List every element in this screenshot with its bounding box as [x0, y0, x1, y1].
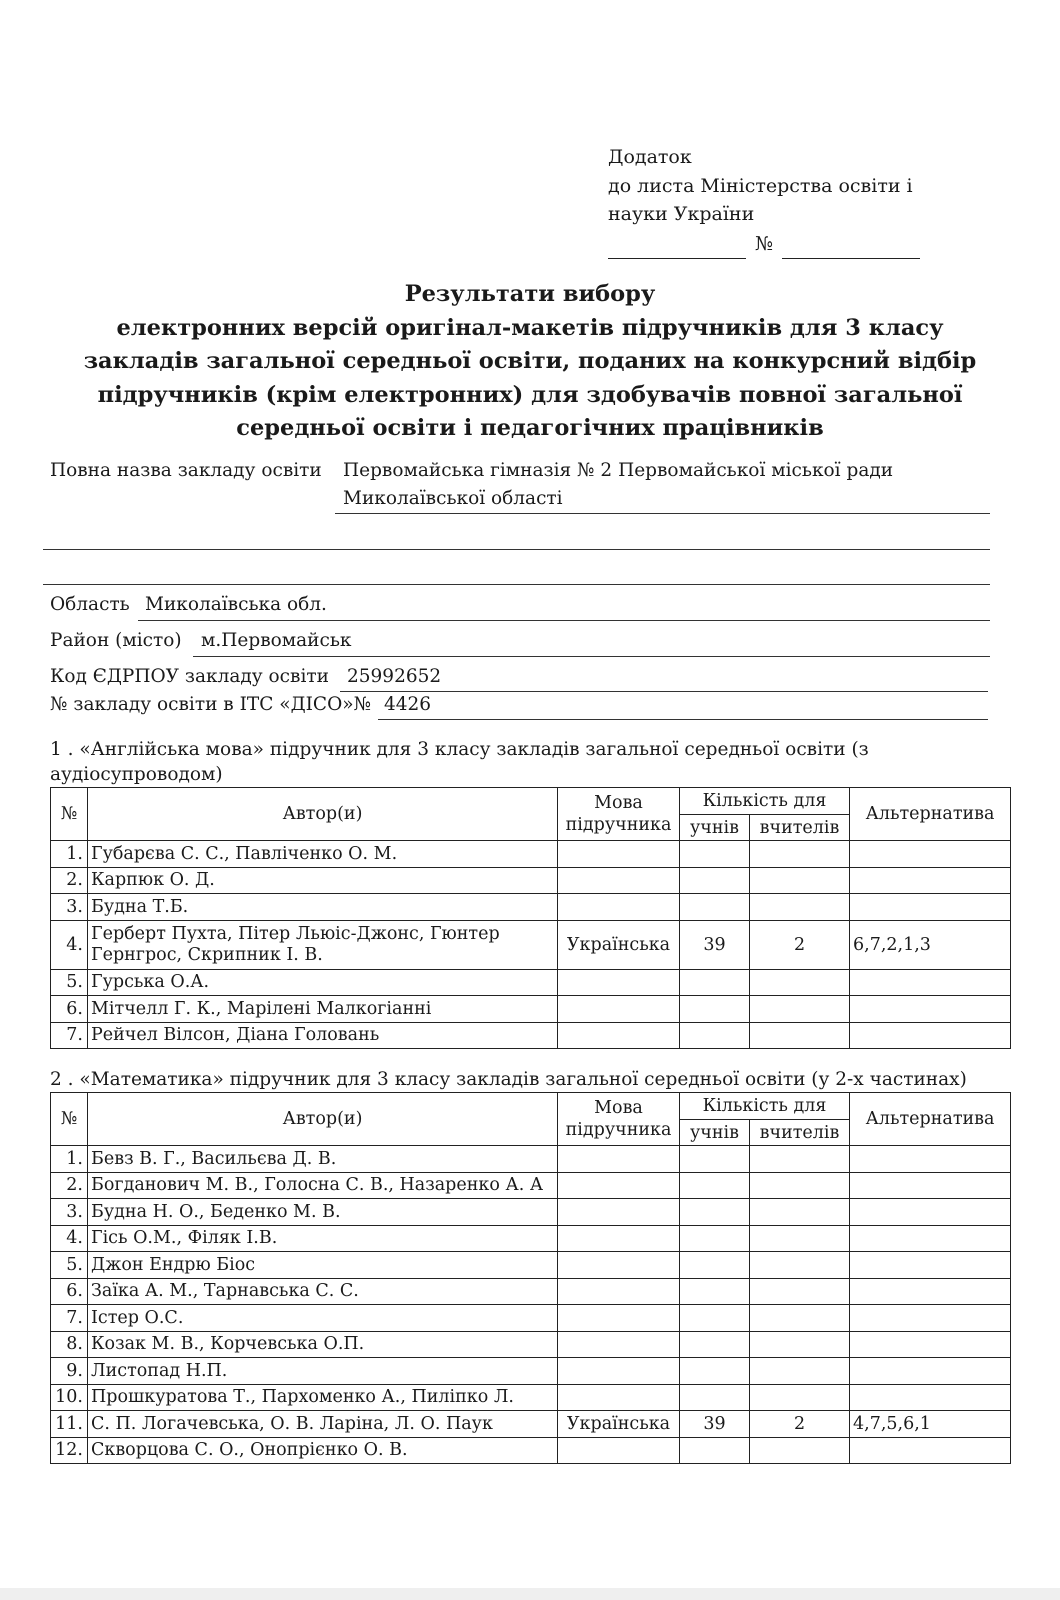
header-language [558, 788, 680, 841]
row-language [558, 1146, 680, 1173]
row-alternative [850, 1384, 1011, 1411]
row-number: 12. [51, 1437, 88, 1464]
row-language [558, 841, 680, 868]
edrpou-label: Код ЄДРПОУ закладу освіти [50, 666, 329, 687]
row-authors: Бевз В. Г., Васильєва Д. В. [88, 1146, 558, 1173]
header-alternative: Альтернатива [850, 788, 1011, 841]
row-teachers-count [750, 894, 850, 921]
row-students-count: 39 [680, 920, 750, 969]
row-language [558, 1331, 680, 1358]
row-number: 11. [51, 1411, 88, 1438]
row-teachers-count [750, 1225, 850, 1252]
row-authors: Козак М. В., Корчевська О.П. [88, 1331, 558, 1358]
section-1-table-body [51, 841, 1011, 1049]
row-number: 3. [51, 894, 88, 921]
section-1-title-line-2: аудіосупроводом) [50, 764, 223, 785]
row-alternative [850, 1278, 1011, 1305]
row-authors: Листопад Н.П. [88, 1358, 558, 1385]
row-teachers-count [750, 996, 850, 1023]
district-value: м.Первомайськ [201, 630, 352, 651]
section-2-table-body [51, 1146, 1011, 1464]
row-number: 1. [51, 1146, 88, 1173]
row-authors: Заїка А. М., Тарнавська С. С. [88, 1278, 558, 1305]
section-1-title [50, 737, 1010, 787]
row-teachers-count [750, 1305, 850, 1332]
section-2-title [50, 1067, 1010, 1092]
row-language [558, 1199, 680, 1226]
table-row [51, 1252, 1011, 1279]
header-authors: Автор(и) [88, 1093, 558, 1146]
header-language-line-1: Мова [594, 793, 643, 813]
row-language [558, 1437, 680, 1464]
header-language [558, 1093, 680, 1146]
row-teachers-count [750, 1172, 850, 1199]
full-name-value-line-1: Первомайська гімназія № 2 Первомайської міської ради [343, 460, 894, 481]
table-row [51, 1384, 1011, 1411]
table-row [51, 996, 1011, 1023]
table-row [51, 969, 1011, 996]
row-alternative [850, 1331, 1011, 1358]
title-line-1: Результати вибору [404, 281, 656, 307]
row-authors: Істер О.С. [88, 1305, 558, 1332]
row-language [558, 1252, 680, 1279]
blank-line-1 [43, 549, 990, 550]
row-number: 7. [51, 1305, 88, 1332]
row-teachers-count [750, 867, 850, 894]
row-authors: Гурська О.А. [88, 969, 558, 996]
row-alternative [850, 969, 1011, 996]
row-number: 9. [51, 1358, 88, 1385]
row-students-count [680, 1252, 750, 1279]
row-authors: Рейчел Вілсон, Діана Головань [88, 1022, 558, 1049]
header-num: № [51, 1093, 88, 1146]
full-name-underline [335, 513, 990, 514]
header-authors: Автор(и) [88, 788, 558, 841]
header-num: № [51, 788, 88, 841]
region-label: Область [50, 594, 130, 615]
row-language [558, 1278, 680, 1305]
row-teachers-count: 2 [750, 1411, 850, 1438]
row-authors: Губарєва С. С., Павліченко О. М. [88, 841, 558, 868]
row-authors: Гісь О.М., Філяк І.В. [88, 1225, 558, 1252]
row-language [558, 867, 680, 894]
row-students-count [680, 1331, 750, 1358]
row-authors: Скворцова С. О., Онопрієнко О. В. [88, 1437, 558, 1464]
page-bottom-edge [0, 1588, 1060, 1600]
header-students: учнів [680, 815, 750, 841]
row-alternative [850, 841, 1011, 868]
section-2-table [50, 1092, 1011, 1464]
row-number: 2. [51, 1172, 88, 1199]
row-alternative [850, 894, 1011, 921]
row-number: 6. [51, 996, 88, 1023]
row-students-count: 39 [680, 1411, 750, 1438]
region-underline [138, 620, 990, 621]
row-students-count [680, 1022, 750, 1049]
row-number: 6. [51, 1278, 88, 1305]
title-line-5: середньої освіти і педагогічних працівників [236, 415, 824, 441]
row-teachers-count: 2 [750, 920, 850, 969]
header-alternative: Альтернатива [850, 1093, 1011, 1146]
row-language [558, 1022, 680, 1049]
annex-signature-row [608, 229, 920, 259]
date-blank-line [608, 236, 746, 259]
row-number: 8. [51, 1331, 88, 1358]
table-row [51, 1172, 1011, 1199]
row-alternative [850, 996, 1011, 1023]
row-number: 10. [51, 1384, 88, 1411]
row-teachers-count [750, 1331, 850, 1358]
header-teachers: вчителів [750, 1120, 850, 1146]
row-alternative [850, 1172, 1011, 1199]
table-row [51, 1437, 1011, 1464]
section-1-table [50, 787, 1011, 1049]
row-students-count [680, 1384, 750, 1411]
row-teachers-count [750, 1022, 850, 1049]
table-row [51, 1305, 1011, 1332]
section-2-title-line-1: 2 . «Математика» підручник для 3 класу закладів загальної середньої освіти (у 2-х частинах) [50, 1069, 967, 1090]
row-number: 7. [51, 1022, 88, 1049]
row-authors: Мітчелл Г. К., Марілені Малкогіанні [88, 996, 558, 1023]
number-sign: № [755, 233, 773, 255]
table-row [51, 1199, 1011, 1226]
header-quantity: Кількість для [680, 1093, 850, 1120]
row-alternative [850, 1146, 1011, 1173]
table-row [51, 867, 1011, 894]
row-language [558, 1358, 680, 1385]
table-row [51, 841, 1011, 868]
table-row [51, 1022, 1011, 1049]
full-name-label: Повна назва закладу освіти [50, 460, 322, 481]
region-value: Миколаївська обл. [145, 594, 327, 615]
table-row [51, 1225, 1011, 1252]
row-students-count [680, 996, 750, 1023]
row-teachers-count [750, 1437, 850, 1464]
table-row [51, 1278, 1011, 1305]
row-language [558, 996, 680, 1023]
title-line-3: закладів загальної середньої освіти, поданих на конкурсний відбір [83, 348, 977, 374]
district-label: Район (місто) [50, 630, 182, 651]
row-students-count [680, 1225, 750, 1252]
section-1-title-line-1: 1 . «Англійська мова» підручник для 3 класу закладів загальної середньої освіти (з [50, 739, 869, 760]
edrpou-value: 25992652 [347, 666, 442, 687]
row-students-count [680, 841, 750, 868]
row-number: 5. [51, 1252, 88, 1279]
row-alternative [850, 1225, 1011, 1252]
row-alternative: 4,7,5,6,1 [850, 1411, 1011, 1438]
table-row [51, 894, 1011, 921]
row-students-count [680, 1305, 750, 1332]
header-language-line-2: підручника [565, 1120, 672, 1140]
header-language-line-1: Мова [594, 1098, 643, 1118]
annex-line-3: науки України [608, 203, 755, 225]
header-teachers: вчителів [750, 815, 850, 841]
row-teachers-count [750, 1358, 850, 1385]
row-alternative [850, 1305, 1011, 1332]
row-number: 5. [51, 969, 88, 996]
row-language [558, 969, 680, 996]
row-teachers-count [750, 1384, 850, 1411]
row-number: 4. [51, 1225, 88, 1252]
row-language [558, 894, 680, 921]
row-alternative [850, 1252, 1011, 1279]
row-language [558, 1225, 680, 1252]
row-language [558, 1384, 680, 1411]
itc-underline [378, 719, 988, 720]
row-language [558, 1172, 680, 1199]
row-teachers-count [750, 1199, 850, 1226]
row-students-count [680, 1199, 750, 1226]
row-authors: С. П. Логачевська, О. В. Ларіна, Л. О. Паук [88, 1411, 558, 1438]
row-number: 2. [51, 867, 88, 894]
row-alternative [850, 1199, 1011, 1226]
row-authors: Джон Ендрю Біос [88, 1252, 558, 1279]
row-alternative [850, 1437, 1011, 1464]
table-row [51, 1331, 1011, 1358]
itc-label: № закладу освіти в ІТС «ДІСО»№ [50, 694, 372, 715]
header-language-line-2: підручника [565, 815, 672, 835]
row-students-count [680, 867, 750, 894]
row-teachers-count [750, 969, 850, 996]
row-alternative [850, 1358, 1011, 1385]
row-authors: Богданович М. В., Голосна С. В., Назаренко А. А [88, 1172, 558, 1199]
row-authors: Прошкуратова Т., Пархоменко А., Пиліпко Л. [88, 1384, 558, 1411]
row-students-count [680, 1172, 750, 1199]
row-teachers-count [750, 841, 850, 868]
row-teachers-count [750, 1278, 850, 1305]
full-name-value-line-2: Миколаївської області [343, 488, 563, 509]
row-students-count [680, 969, 750, 996]
district-underline [193, 656, 990, 657]
row-number: 1. [51, 841, 88, 868]
row-authors: Будна Т.Б. [88, 894, 558, 921]
row-alternative [850, 1022, 1011, 1049]
annex-block [608, 143, 920, 259]
header-quantity: Кількість для [680, 788, 850, 815]
row-language [558, 1305, 680, 1332]
row-teachers-count [750, 1146, 850, 1173]
row-number: 4. [51, 920, 88, 969]
row-language: Українська [558, 1411, 680, 1438]
annex-line-1: Додаток [608, 146, 692, 168]
row-authors: Герберт Пухта, Пітер Льюіс-Джонс, Гюнтер Гернгрос, Скрипник І. В. [88, 920, 558, 969]
row-students-count [680, 1437, 750, 1464]
table-row [51, 1411, 1011, 1438]
row-students-count [680, 1146, 750, 1173]
edrpou-underline [340, 691, 988, 692]
itc-value: 4426 [384, 694, 432, 715]
header-students: учнів [680, 1120, 750, 1146]
row-students-count [680, 1278, 750, 1305]
row-students-count [680, 1358, 750, 1385]
row-teachers-count [750, 1252, 850, 1279]
row-authors: Будна Н. О., Беденко М. В. [88, 1199, 558, 1226]
row-students-count [680, 894, 750, 921]
row-number: 3. [51, 1199, 88, 1226]
row-alternative [850, 867, 1011, 894]
number-blank-line [782, 236, 920, 259]
row-language: Українська [558, 920, 680, 969]
table-row [51, 1146, 1011, 1173]
title-line-2: електронних версій оригінал-макетів підручників для 3 класу [116, 314, 944, 341]
title-line-4: підручників (крім електронних) для здобувачів повної загальної [97, 381, 963, 408]
blank-line-2 [43, 584, 990, 585]
table-row [51, 1358, 1011, 1385]
document-title [0, 278, 1060, 446]
table-row [51, 920, 1011, 969]
row-alternative: 6,7,2,1,3 [850, 920, 1011, 969]
annex-line-2: до листа Міністерства освіти і [608, 174, 913, 197]
row-authors: Карпюк О. Д. [88, 867, 558, 894]
